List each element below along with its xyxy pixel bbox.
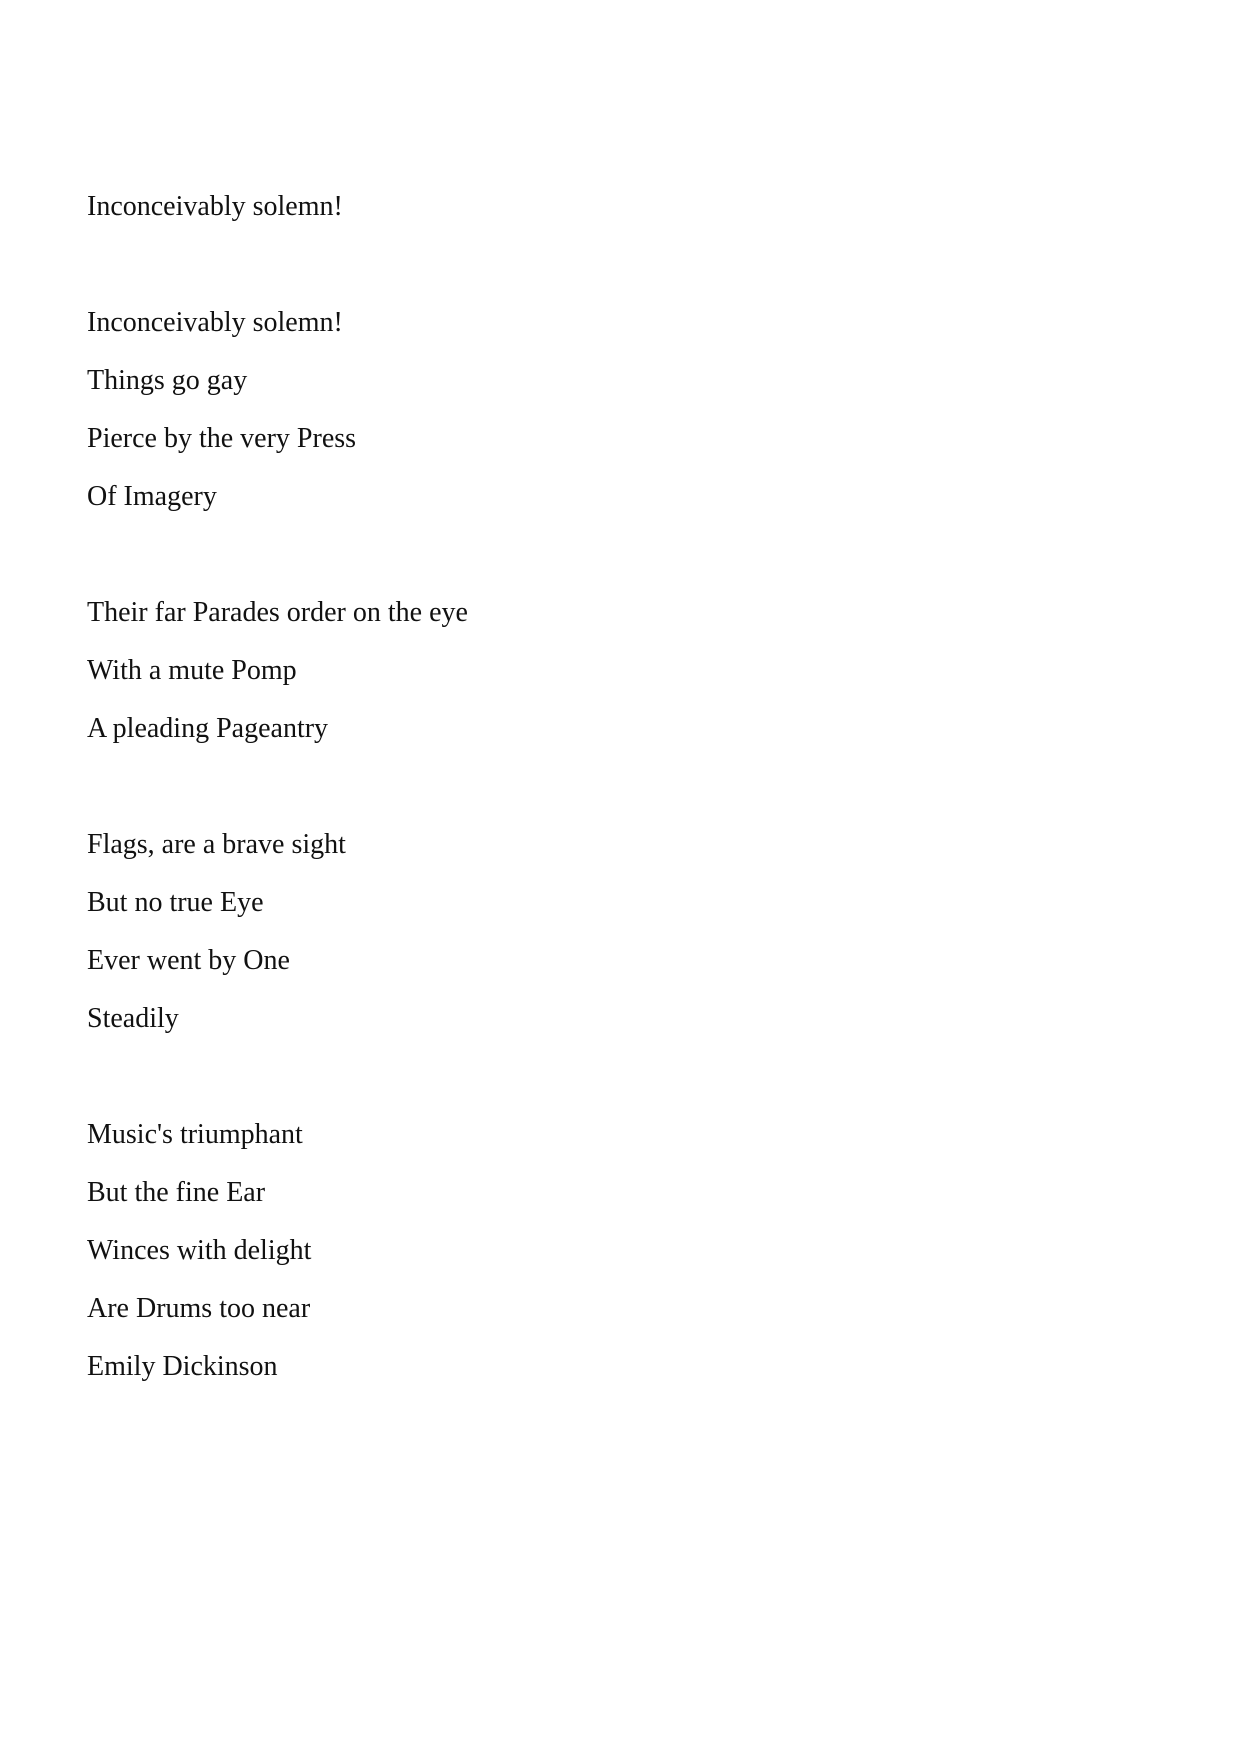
poem-line: Things go gay: [87, 365, 248, 396]
poem-line: Steadily: [87, 1003, 179, 1034]
stanza-gap: [87, 1048, 468, 1106]
poem: [87, 178, 468, 1396]
poem-line: Ever went by One: [87, 945, 290, 976]
poem-line: Inconceivably solemn!: [87, 307, 343, 338]
poem-line: Winces with delight: [87, 1235, 312, 1266]
poem-author: Emily Dickinson: [87, 1351, 278, 1382]
poem-line: But no true Eye: [87, 887, 264, 918]
stanza-gap: [87, 236, 468, 294]
stanza-gap: [87, 758, 468, 816]
stanza-gap: [87, 526, 468, 584]
poem-line: Of Imagery: [87, 481, 217, 512]
poem-line: Pierce by the very Press: [87, 423, 357, 454]
poem-line: Music's triumphant: [87, 1119, 303, 1150]
poem-line: Their far Parades order on the eye: [87, 597, 468, 628]
poem-title: Inconceivably solemn!: [87, 191, 343, 222]
poem-line: Are Drums too near: [87, 1293, 311, 1324]
poem-line: With a mute Pomp: [87, 655, 297, 686]
poem-line: But the fine Ear: [87, 1177, 266, 1208]
poem-line: A pleading Pageantry: [87, 713, 329, 744]
poem-line: Flags, are a brave sight: [87, 829, 346, 860]
